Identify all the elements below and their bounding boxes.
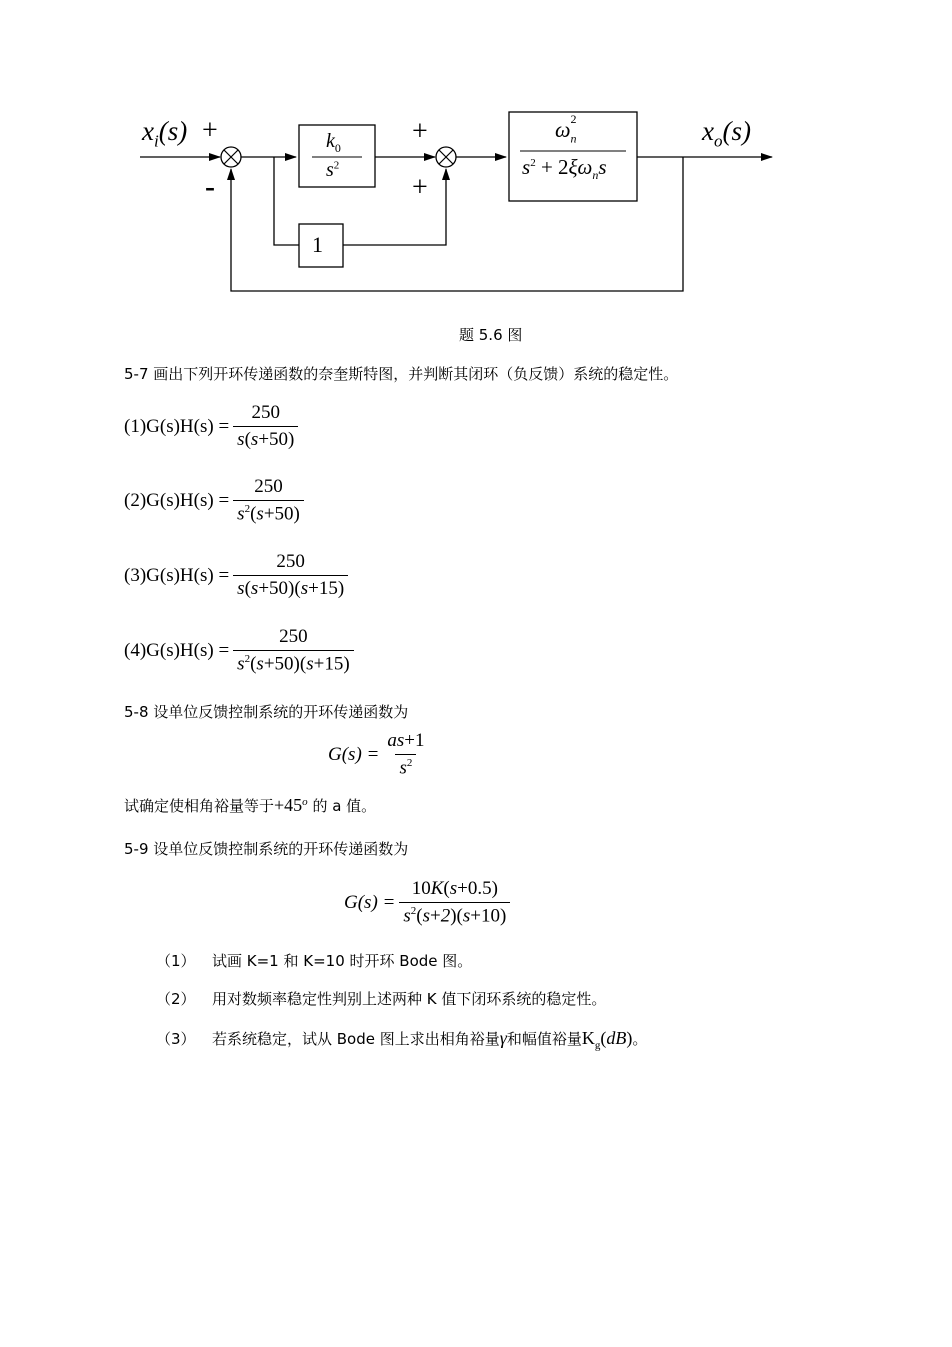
denominator: $s^2$ xyxy=(395,754,416,779)
equation-lhs: (2)G(s)H(s) = xyxy=(124,489,230,511)
sum2-plus-bottom: + xyxy=(412,172,428,203)
item-number: （2） xyxy=(156,990,196,1008)
problem-5-7-heading: 5-7 画出下列开环传递函数的奈奎斯特图，并判断其闭环（负反馈）系统的稳定性。 xyxy=(124,365,679,383)
equation-5-7-3 xyxy=(124,551,348,600)
input-label: $x_i(s)$ xyxy=(142,116,188,151)
numerator: 250 xyxy=(279,626,308,647)
item-text-mid: 和幅值裕量 xyxy=(506,1030,582,1048)
problem-5-9-item-3 xyxy=(156,1028,647,1052)
item-number: （3） xyxy=(156,1030,196,1048)
figure-caption: 题 5.6 图 xyxy=(459,326,523,344)
equation-5-7-2 xyxy=(124,476,304,525)
block2-numerator: $\omega_n^2$ xyxy=(555,111,577,146)
equation-5-7-4 xyxy=(124,626,354,675)
output-label: $x_o(s)$ xyxy=(702,116,751,151)
problem-5-9-item-1 xyxy=(156,950,472,971)
text-before: 试确定使相角裕量等于 xyxy=(124,797,275,815)
block-diagram xyxy=(0,0,952,310)
sum2-plus-top: + xyxy=(412,116,428,147)
summing-junction-1 xyxy=(221,147,241,167)
item-text: 用对数频率稳定性判别上述两种 K 值下闭环系统的稳定性。 xyxy=(212,990,607,1008)
sum1-minus: - xyxy=(205,170,215,203)
equation-5-8 xyxy=(328,730,428,779)
denominator: $s^2(s+2)(s+10)$ xyxy=(399,902,510,927)
equation-lhs: G(s) = xyxy=(328,743,380,765)
block2-denominator: $s^2 + 2\xi\omega_ns$ xyxy=(522,155,607,183)
equation-lhs: (3)G(s)H(s) = xyxy=(124,564,230,586)
denominator: $s^2(s+50)$ xyxy=(233,500,304,525)
denominator: s(s+50)(s+15) xyxy=(233,575,348,600)
equation-5-7-1 xyxy=(124,402,298,451)
numerator: 250 xyxy=(276,551,305,572)
text-after: 的 a 值。 xyxy=(307,797,377,815)
block3-label: 1 xyxy=(312,232,323,257)
phase-value: +45 xyxy=(274,795,303,815)
denominator: $s^2(s+50)(s+15)$ xyxy=(233,650,353,675)
item-number: （1） xyxy=(156,952,196,970)
problem-5-9-heading: 5-9 设单位反馈控制系统的开环传递函数为 xyxy=(124,840,409,858)
summing-junction-2 xyxy=(436,147,456,167)
gamma-symbol: γ xyxy=(499,1028,507,1048)
equation-lhs: (1)G(s)H(s) = xyxy=(124,415,230,437)
degree-sup: o xyxy=(302,796,308,808)
equation-5-9 xyxy=(344,878,510,927)
problem-5-9-item-2 xyxy=(156,988,606,1009)
item-text: 若系统稳定，试从 Bode 图上求出相角裕量 xyxy=(212,1030,500,1048)
numerator: 250 xyxy=(254,476,283,497)
block1-denominator: $s^2$ xyxy=(326,159,340,181)
numerator: 10K(s+0.5) xyxy=(411,878,498,899)
denominator: s(s+50) xyxy=(233,426,298,451)
block1-numerator: $k_0$ xyxy=(326,130,341,155)
problem-5-8-text xyxy=(124,795,376,816)
equation-lhs: (4)G(s)H(s) = xyxy=(124,639,230,661)
equation-lhs: G(s) = xyxy=(344,891,396,913)
kg-symbol: $K_g(dB)$ xyxy=(581,1028,633,1052)
problem-5-8-heading: 5-8 设单位反馈控制系统的开环传递函数为 xyxy=(124,703,409,721)
sum1-plus: + xyxy=(202,115,218,146)
item-text-end: 。 xyxy=(632,1030,648,1048)
numerator: as+1 xyxy=(387,730,425,751)
numerator: 250 xyxy=(251,402,281,423)
item-text: 试画 K=1 和 K=10 时开环 Bode 图。 xyxy=(212,952,473,970)
